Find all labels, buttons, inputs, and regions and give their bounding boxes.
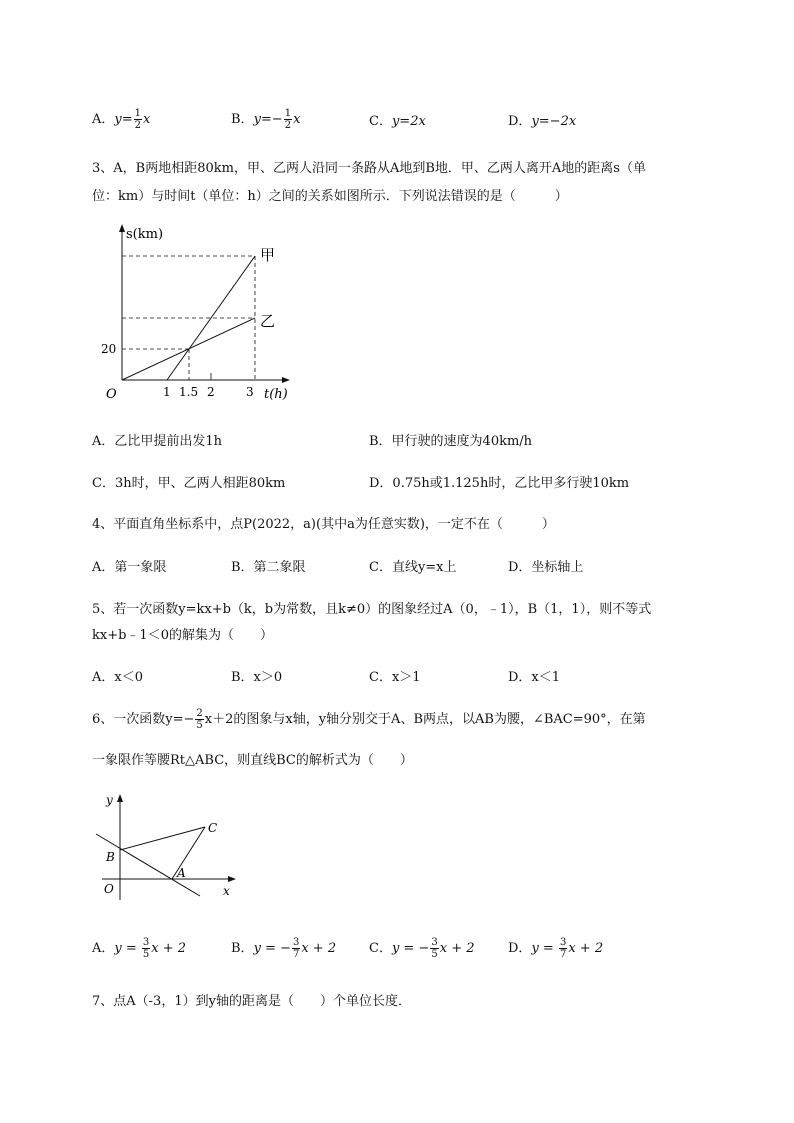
q2-option-c [369,110,426,129]
numerator: 1 [134,108,142,119]
denominator: 7 [292,949,300,960]
q4-stem: 4、平面直角坐标系中，点P(2022，a)(其中a为任意实数)，一定不在（ ） [92,517,555,532]
q4-option-b: B．第二象限 [231,560,306,575]
option-label: A． [92,941,115,956]
q2-option-b [231,108,300,131]
equation-part: y= [114,112,133,127]
label-jia: 甲 [260,246,276,264]
q3-stem-line2: 位：km）与时间t（单位：h）之间的关系如图所示．下列说法错误的是（ ） [92,189,568,204]
equation-part: y = − [391,941,430,956]
equation-part: x + 2 [151,941,187,956]
y-axis-arrow [117,794,123,802]
q5-stem-line1: 5、若一次函数y=kx+b（k，b为常数，且k≠0）的图象经过A（0，﹣1），B（1，1），则不等式 [92,602,652,617]
q6-triangle-graph [92,790,242,905]
origin-label: O [106,387,117,402]
x-axis-arrow [228,876,236,882]
denominator: 5 [196,720,203,731]
q5-stem-line2: kx+b﹣1＜0的解集为（ ） [92,628,273,643]
fraction [284,108,292,131]
numerator: 3 [142,937,150,948]
fraction [559,937,567,960]
q6-option-c [369,937,475,960]
q4-option-a: A．第一象限 [92,560,167,575]
q6-option-a [92,937,186,960]
fraction [142,937,150,960]
option-label: D． [508,941,532,956]
equation-part: y = [114,941,141,956]
x-tick-1: 1 [163,385,171,399]
option-label: C． [369,941,392,956]
q3-option-c: C．3h时，甲、乙两人相距80km [92,476,286,491]
x-tick-1-5: 1.5 [179,385,199,399]
x-axis-arrow [282,377,290,383]
fraction [430,937,438,960]
q2-option-d [508,110,576,129]
point-a-label: A [177,866,186,880]
q4-option-d: D．坐标轴上 [508,560,584,575]
q3-option-a: A．乙比甲提前出发1h [92,434,223,449]
x-tick-2: 2 [207,385,215,399]
equation-part: x + 2 [568,941,604,956]
y-axis-arrow [119,224,125,232]
q3-stem-line1: 3、A，B两地相距80km，甲、乙两人沿同一条路从A地到B地．甲、乙两人离开A地的距离s（单 [92,161,646,176]
numerator: 3 [559,937,567,948]
option-label: A． [92,112,115,127]
equation-part: x + 2 [439,941,475,956]
equation-part: x [143,112,151,127]
point-b-label: B [106,850,115,864]
x-axis-label: x [223,884,230,898]
equation-part: x + 2 [301,941,337,956]
fraction [292,937,300,960]
numerator: 2 [196,708,203,719]
stem-text: 6、一次函数y=− [92,712,195,727]
equation-part: x [293,112,301,127]
q5-option-c: C．x＞1 [369,670,421,685]
denominator: 2 [134,120,142,131]
q6-stem-line2: 一象限作等腰Rt△ABC，则直线BC的解析式为（ ） [92,753,413,768]
q2-option-a [92,108,150,131]
x-tick-3: 3 [246,385,254,399]
numerator: 1 [284,108,292,119]
q3-option-d: D．0.75h或1.125h时，乙比甲多行驶10km [369,476,630,491]
x-axis-label: t(h) [264,387,288,402]
q6-stem-line1 [92,708,646,731]
q6-option-b [231,937,336,960]
q3-option-b: B．甲行驶的速度为40km/h [369,434,533,449]
y-axis-label: y [106,793,113,807]
q5-option-b: B．x＞0 [231,670,283,685]
fraction [195,708,203,731]
q3-distance-time-graph [96,222,296,404]
option-label: B． [231,941,254,956]
numerator: 3 [292,937,300,948]
option-label: B． [231,112,254,127]
denominator: 5 [431,949,438,960]
equation: y=2x [391,114,426,129]
denominator: 5 [142,949,150,960]
denominator: 2 [284,120,292,131]
numerator: 3 [431,937,438,948]
option-label: C． [369,114,392,129]
q6-option-d [508,937,603,960]
equation-part: y = − [253,941,291,956]
q5-option-a: A．x＜0 [92,670,143,685]
y-axis-label: s(km) [126,227,164,242]
stem-text: x＋2的图象与x轴，y轴分别交于A、B两点，以AB为腰，∠BAC=90°，在第 [204,712,646,727]
q4-option-c: C．直线y=x上 [369,560,457,575]
q7-stem: 7、点A（-3，1）到y轴的距离是（ ）个单位长度． [92,994,411,1009]
y-tick-20: 20 [101,342,117,356]
denominator: 7 [559,949,567,960]
q5-option-d: D．x＜1 [508,670,561,685]
point-c-label: C [208,821,218,835]
line-yi [122,318,255,380]
fraction [134,108,142,131]
equation: y=−2x [531,114,577,129]
equation-part: y = [531,941,558,956]
equation-part: y=− [253,112,283,127]
origin-label: O [104,882,114,896]
label-yi: 乙 [260,312,276,330]
option-label: D． [508,114,532,129]
